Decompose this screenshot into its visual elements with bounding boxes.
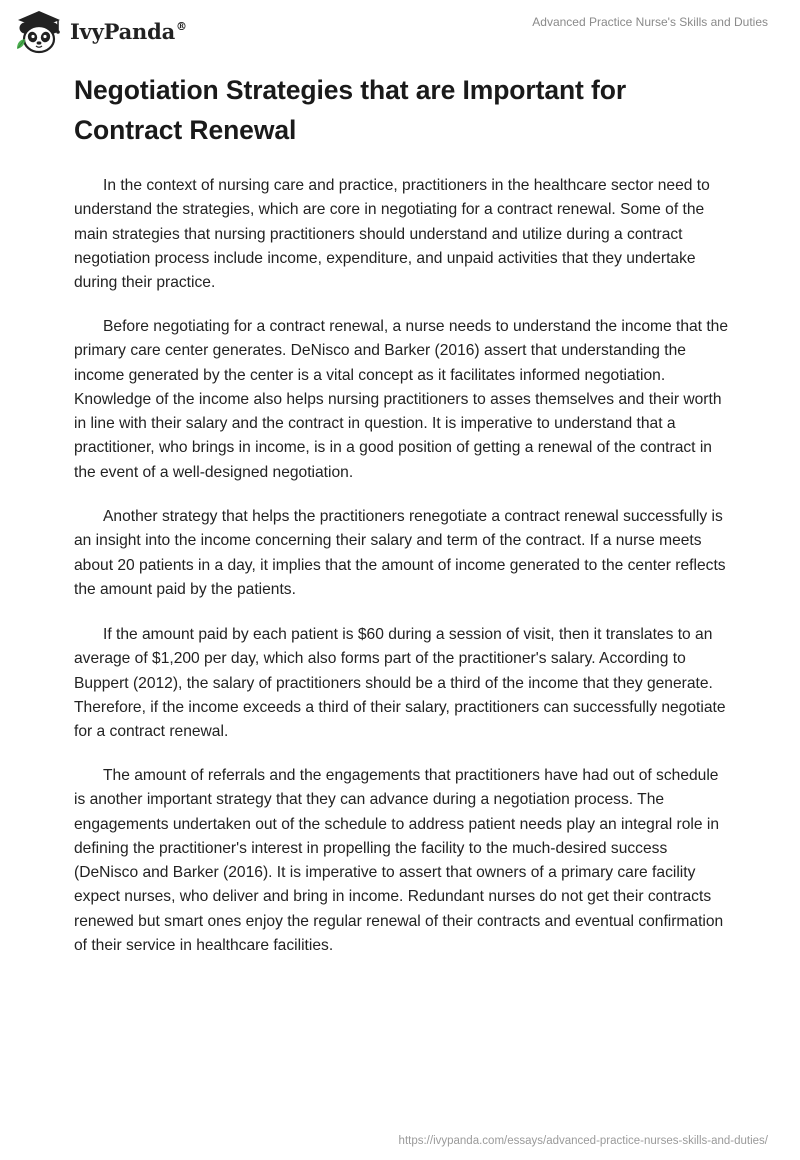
section-heading: Negotiation Strategies that are Important for Contract Renewal: [74, 75, 627, 145]
panda-logo-icon: [14, 9, 64, 55]
source-url[interactable]: https://ivypanda.com/essays/advanced-practice-nurses-skills-and-duties/: [398, 1135, 768, 1147]
article-body: [74, 70, 730, 955]
ivypanda-logo[interactable]: [14, 9, 187, 55]
paragraph-1: In the context of nursing care and practice, practitioners in the healthcare sector need to understand the strategies, which are core in negotiating for a contract renewal. Some of the main strategies that nursing practitioners should understand and utilize during a contract negotiation process include income, expenditure, and unpaid activities that they undertake during their practice.: [74, 177, 710, 292]
paragraph-5: The amount of referrals and the engagements that practitioners have had out of schedule is another important strategy that they can advance during a negotiation process. The engagements undertaken out of the schedule to address patient needs play an integral role in defining the practitioner's interest in propelling the facility to the much-desired success (DeNisco and Barker (2016). It is imperative to assert that owners of a primary care facility expect nurses, who deliver and bring in income. Redundant nurses do not get their contracts renewed but smart ones enjoy the regular renewal of their contracts and eventual confirmation of their service in healthcare facilities.: [74, 767, 724, 955]
page-header: [0, 0, 800, 60]
logo-wordmark: IvyPanda®: [70, 18, 187, 44]
paragraph-4: If the amount paid by each patient is $60 during a session of visit, then it translates to an average of $1,200 per day, which also forms part of the practitioner's salary. According to Buppert (2012), the salary of practitioners should be a third of the income that they generate. Therefore, if the income exceeds a third of their salary, practitioners can successfully negotiate for a contract renewal.: [74, 626, 726, 741]
document-title: Advanced Practice Nurse's Skills and Duties: [532, 15, 768, 29]
paragraph-3: Another strategy that helps the practitioners renegotiate a contract renewal successfully is an insight into the income concerning their salary and term of the contract. If a nurse meets about 20 patients in a day, it implies that the amount of income generated to the center reflects the amount paid by the patients.: [74, 508, 726, 598]
paragraph-2: Before negotiating for a contract renewal, a nurse needs to understand the income that the primary care center generates. DeNisco and Barker (2016) assert that understanding the income generated by the center is a vital concept as it facilitates informed negotiation. Knowledge of the income also helps nursing practitioners to asses themselves and their worth in line with their salary and the contract in question. It is imperative to understand that a practitioner, who brings in income, is in a good position of getting a renewal of the contract in the event of a well-designed negotiation.: [74, 318, 729, 481]
